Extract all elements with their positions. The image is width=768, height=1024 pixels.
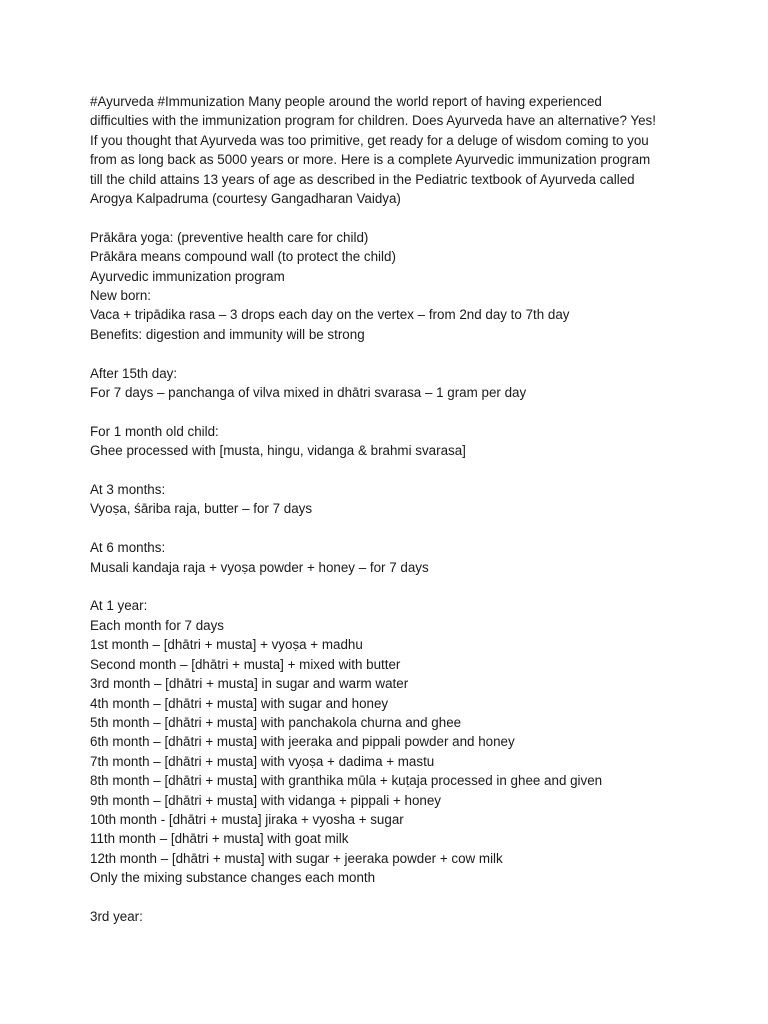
one-month-section [90,422,730,461]
section-line: Benefits: digestion and immunity will be strong [90,326,365,342]
month-schedule-line: 8th month – [dhātri + musta] with granthika mūla + kuṭaja processed in ghee and given [90,773,603,789]
intro-line: difficulties with the immunization program for children. Does Ayurveda have an alternative? Yes! [90,113,656,129]
one-year-section [90,596,730,887]
paragraph-spacer [90,888,730,907]
section-line: For 7 days – panchanga of vilva mixed in dhātri svarasa – 1 gram per day [90,385,527,401]
section-line: Vaca + tripādika rasa – 3 drops each day on the vertex – from 2nd day to 7th day [90,307,570,323]
paragraph-spacer [90,577,730,596]
section-line: Ayurvedic immunization program [90,268,285,284]
month-schedule-line: Second month – [dhātri + musta] + mixed with butter [90,656,401,672]
intro-line: Arogya Kalpadruma (courtesy Gangadharan Vaidya) [90,191,401,207]
paragraph-spacer [90,461,730,480]
section-heading: At 6 months: [90,540,166,556]
section-line: Vyoṣa, śāriba raja, butter – for 7 days [90,501,313,517]
section-heading: For 1 month old child: [90,423,219,439]
prakara-section [90,228,730,344]
section-heading: After 15th day: [90,365,178,381]
section-line: Each month for 7 days [90,617,224,633]
section-line: Prākāra yoga: (preventive health care for child) [90,229,369,245]
paragraph-spacer [90,208,730,227]
section-heading: At 3 months: [90,482,166,498]
month-schedule-line: 4th month – [dhātri + musta] with sugar and honey [90,695,389,711]
month-schedule-line: 5th month – [dhātri + musta] with panchakola churna and ghee [90,714,462,730]
section-heading: 3rd year: [90,908,143,924]
section-heading: At 1 year: [90,598,148,614]
document-page [90,92,730,926]
section-line: Ghee processed with [musta, hingu, vidanga & brahmi svarasa] [90,443,466,459]
section-line: New born: [90,288,152,304]
intro-line: from as long back as 5000 years or more. Here is a complete Ayurvedic immunization program [90,152,651,168]
intro-line: till the child attains 13 years of age as described in the Pediatric textbook of Ayurveda called [90,171,635,187]
month-schedule-line: 9th month – [dhātri + musta] with vidanga + pippali + honey [90,792,441,808]
section-line: Prākāra means compound wall (to protect the child) [90,249,396,265]
month-schedule-line: 7th month – [dhātri + musta] with vyoṣa + dadima + mastu [90,753,435,769]
three-year-section [90,907,730,926]
intro-line: #Ayurveda #Immunization Many people around the world report of having experienced [90,94,602,109]
six-months-section [90,538,730,577]
intro-paragraph [90,92,730,208]
after-15th-day-section [90,364,730,403]
paragraph-spacer [90,402,730,421]
month-schedule-line: 1st month – [dhātri + musta] + vyoṣa + madhu [90,637,363,653]
month-schedule-line: 6th month – [dhātri + musta] with jeeraka and pippali powder and honey [90,734,515,750]
three-months-section [90,480,730,519]
month-schedule-line: 11th month – [dhātri + musta] with goat milk [90,831,349,847]
intro-line: If you thought that Ayurveda was too primitive, get ready for a deluge of wisdom coming to you [90,132,649,148]
month-schedule-line: 10th month - [dhātri + musta] jiraka + vyosha + sugar [90,811,404,827]
month-schedule-line: 12th month – [dhātri + musta] with sugar + jeeraka powder + cow milk [90,850,503,866]
section-line: Musali kandaja raja + vyoṣa powder + honey – for 7 days [90,559,429,575]
section-line: Only the mixing substance changes each month [90,870,376,886]
paragraph-spacer [90,519,730,538]
paragraph-spacer [90,344,730,363]
month-schedule-line: 3rd month – [dhātri + musta] in sugar and warm water [90,676,409,692]
